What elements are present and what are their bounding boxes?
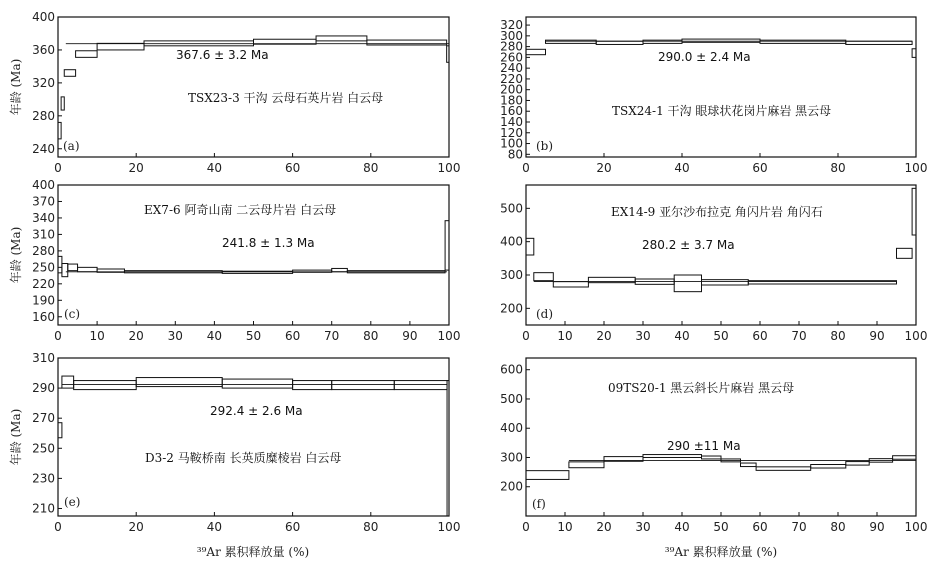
- panel-e-x-tick-label: 60: [284, 520, 301, 534]
- panel-b-x-tick-label: 80: [830, 161, 846, 175]
- panel-a-y-tick-label: 280: [32, 108, 55, 123]
- panel-a-x-tick-label: 40: [206, 161, 223, 175]
- panel-f-x-tick-label: 20: [596, 520, 612, 534]
- panel-e-x-tick-label: 0: [54, 520, 62, 534]
- panel-d-step: [702, 280, 749, 285]
- panel-b-marks: [500, 18, 927, 175]
- panel-f-step: [846, 462, 869, 466]
- panel-a-step: [64, 70, 75, 77]
- panel-f: [500, 358, 927, 559]
- panel-b-step: [526, 49, 546, 54]
- panel-f-plateau-label: 290 ±11 Ma: [667, 439, 741, 453]
- panel-e-step: [447, 381, 449, 516]
- panel-c-step: [332, 268, 348, 271]
- panel-c: [8, 178, 460, 343]
- panel-e-y-tick-label: 230: [32, 471, 55, 486]
- panel-f-x-axis-label: ³⁹Ar 累积释放量 (%): [664, 545, 778, 559]
- panel-f-step: [893, 456, 916, 460]
- panel-c-y-axis-label: 年龄 (Ma): [9, 226, 23, 284]
- panel-f-x-tick-label: 70: [791, 520, 807, 534]
- panel-e-x-axis-label: ³⁹Ar 累积释放量 (%): [196, 545, 310, 559]
- panel-e-step: [394, 381, 447, 390]
- panel-b-y-tick-label: 260: [500, 50, 523, 65]
- panel-e-y-tick-label: 310: [32, 351, 55, 365]
- panel-c-plateau-label: 241.8 ± 1.3 Ma: [222, 236, 315, 250]
- panel-b-plateau-label: 290.0 ± 2.4 Ma: [658, 50, 751, 64]
- panel-d-x-tick-label: 70: [791, 329, 807, 343]
- panel-a-x-tick-label: 0: [54, 161, 62, 175]
- panel-c-x-tick-label: 0: [54, 329, 62, 343]
- panel-b-x-tick-label: 0: [522, 161, 530, 175]
- panel-d-x-tick-label: 80: [830, 329, 846, 343]
- panel-a-x-tick-label: 80: [363, 161, 379, 175]
- panel-f-x-tick-label: 40: [674, 520, 690, 534]
- panel-c-step: [78, 267, 98, 271]
- panel-f-x-tick-label: 50: [713, 520, 729, 534]
- panel-d-x-tick-label: 50: [713, 329, 729, 343]
- panel-a-y-tick-label: 360: [32, 42, 55, 57]
- panel-f-sample-label: 09TS20-1 黑云斜长片麻岩 黑云母: [608, 381, 795, 395]
- panel-c-x-tick-label: 50: [245, 329, 262, 343]
- panel-b-x-tick-label: 20: [596, 161, 612, 175]
- panel-d: [500, 185, 927, 343]
- panel-b-x-tick-label: 40: [674, 161, 690, 175]
- panel-f-x-tick-label: 0: [522, 520, 530, 534]
- panel-c-step: [62, 264, 68, 277]
- panel-d-x-tick-label: 0: [522, 329, 530, 343]
- panel-e-y-tick-label: 210: [32, 501, 55, 516]
- panel-a-step: [76, 51, 98, 58]
- panel-c-step: [68, 264, 78, 271]
- panel-f-panel-label: (f): [532, 497, 546, 511]
- panel-f-y-tick-label: 600: [500, 362, 523, 377]
- panel-f-step: [643, 455, 702, 458]
- panel-f-x-tick-label: 10: [557, 520, 573, 534]
- panel-e-y-axis-label: 年龄 (Ma): [9, 408, 23, 466]
- panel-b-step: [846, 41, 912, 44]
- panel-c-x-tick-label: 30: [167, 329, 183, 343]
- panel-e-step: [293, 381, 332, 390]
- panel-d-x-tick-label: 10: [557, 329, 573, 343]
- panel-f-y-tick-label: 300: [500, 450, 523, 465]
- panel-a-y-axis-label: 年龄 (Ma): [9, 58, 23, 116]
- panel-b-step: [596, 41, 643, 44]
- panel-d-step: [526, 238, 534, 255]
- panel-f-x-tick-label: 80: [830, 520, 846, 534]
- panel-c-y-tick-label: 220: [32, 276, 55, 291]
- panel-f-y-tick-label: 200: [500, 479, 523, 494]
- panel-f-y-tick-label: 400: [500, 421, 523, 436]
- panel-c-y-tick-label: 400: [32, 178, 55, 192]
- panel-c-y-tick-label: 280: [32, 243, 55, 258]
- panel-a-panel-label: (a): [63, 139, 80, 153]
- panel-c-y-tick-label: 190: [32, 293, 55, 308]
- panel-b-y-tick-label: 100: [500, 136, 523, 151]
- panel-e-y-tick-label: 290: [32, 381, 55, 396]
- panel-c-x-tick-label: 60: [284, 329, 301, 343]
- panel-b-y-tick-label: 180: [500, 93, 523, 108]
- panel-a-plateau-label: 367.6 ± 3.2 Ma: [176, 48, 269, 62]
- panel-b-y-tick-label: 120: [500, 125, 523, 140]
- panel-b-panel-label: (b): [536, 139, 554, 153]
- panel-d-x-tick-label: 30: [635, 329, 651, 343]
- panel-f-step: [811, 465, 846, 469]
- panel-f-step: [756, 467, 811, 471]
- panel-d-y-tick-label: 400: [500, 234, 523, 249]
- panel-a-x-tick-label: 60: [284, 161, 301, 175]
- panel-a: [8, 10, 460, 175]
- panel-b-y-tick-label: 140: [500, 115, 523, 129]
- panel-b-y-tick-label: 220: [500, 71, 523, 86]
- panel-a-y-tick-label: 400: [32, 10, 55, 24]
- panel-c-x-tick-label: 10: [89, 329, 105, 343]
- panel-b-y-tick-label: 300: [500, 28, 523, 43]
- panel-a-step: [316, 36, 367, 41]
- panel-c-x-tick-label: 80: [363, 329, 379, 343]
- panel-c-sample-label: EX7-6 阿奇山南 二云母片岩 白云母: [144, 203, 337, 217]
- panel-f-x-tick-label: 60: [752, 520, 768, 534]
- panel-e-panel-label: (e): [64, 495, 81, 509]
- panel-d-sample-label: EX14-9 亚尔沙布拉克 角闪片岩 角闪石: [611, 205, 823, 219]
- panel-a-x-tick-label: 20: [128, 161, 144, 175]
- panel-b-y-tick-label: 280: [500, 39, 523, 54]
- panel-f-step: [526, 471, 569, 480]
- panel-d-y-tick-label: 200: [500, 301, 523, 316]
- panel-e-y-tick-label: 250: [32, 441, 55, 456]
- panel-f-x-tick-label: 90: [869, 520, 885, 534]
- panel-d-x-tick-label: 60: [752, 329, 768, 343]
- panel-d-x-tick-label: 40: [674, 329, 690, 343]
- panel-e-x-tick-label: 20: [128, 520, 144, 534]
- panel-a-y-tick-label: 320: [32, 75, 55, 90]
- panel-a-step: [367, 40, 447, 45]
- panel-b: [500, 17, 927, 175]
- panel-c-step: [293, 270, 332, 272]
- panel-a-frame: [58, 17, 449, 157]
- panel-d-panel-label: (d): [536, 307, 554, 321]
- panel-c-y-tick-label: 370: [32, 194, 55, 209]
- panel-c-step: [97, 269, 124, 272]
- panel-e-x-tick-label: 80: [363, 520, 379, 534]
- panel-d-step: [553, 282, 588, 287]
- panel-d-x-tick-label: 100: [904, 329, 928, 343]
- panel-e-step: [222, 379, 292, 388]
- panel-c-y-tick-label: 160: [32, 309, 55, 324]
- panel-b-step: [643, 40, 682, 43]
- panel-a-step: [58, 122, 61, 138]
- panel-e-sample-label: D3-2 马鞍桥南 长英质糜棱岩 白云母: [145, 451, 342, 465]
- panel-a-y-tick-label: 240: [32, 141, 55, 156]
- panel-f-y-tick-label: 500: [500, 391, 523, 406]
- panel-e-step: [62, 376, 74, 388]
- panel-f-step: [741, 463, 757, 467]
- panel-d-plateau-label: 280.2 ± 3.7 Ma: [642, 238, 735, 252]
- panel-e-frame: [58, 358, 449, 516]
- panel-b-y-tick-label: 200: [500, 82, 523, 97]
- panel-c-x-tick-label: 100: [437, 329, 461, 343]
- panel-f-step: [569, 462, 604, 468]
- panel-a-step: [61, 97, 64, 110]
- panel-c-y-tick-label: 250: [32, 260, 55, 275]
- panel-e-marks: [32, 351, 460, 534]
- panel-b-x-tick-label: 100: [904, 161, 928, 175]
- panel-b-x-tick-label: 60: [752, 161, 768, 175]
- panel-a-step: [97, 43, 144, 50]
- panel-e-y-tick-label: 270: [32, 411, 55, 426]
- panel-e-plateau-label: 292.4 ± 2.6 Ma: [210, 404, 303, 418]
- panel-b-sample-label: TSX24-1 干沟 眼球状花岗片麻岩 黑云母: [612, 104, 832, 118]
- panel-d-step: [674, 275, 701, 292]
- panel-d-step: [897, 248, 913, 258]
- panel-d-x-tick-label: 20: [596, 329, 612, 343]
- panel-b-y-tick-label: 240: [500, 61, 523, 76]
- panel-c-x-tick-label: 70: [324, 329, 340, 343]
- panel-e-x-tick-label: 100: [437, 520, 461, 534]
- panel-e-step: [136, 378, 222, 387]
- panel-b-step: [546, 40, 597, 43]
- panel-b-step: [682, 39, 760, 42]
- panel-b-frame: [526, 17, 916, 157]
- panel-e-step: [332, 381, 395, 390]
- panel-c-y-tick-label: 310: [32, 227, 55, 242]
- panel-a-sample-label: TSX23-3 干沟 云母石英片岩 白云母: [188, 91, 384, 105]
- panel-b-step: [760, 40, 846, 43]
- panel-c-x-tick-label: 90: [402, 329, 418, 343]
- panel-e-step: [74, 381, 137, 390]
- panel-a-step: [447, 46, 449, 62]
- panel-b-y-tick-label: 160: [500, 104, 523, 119]
- panel-b-y-tick-label: 320: [500, 18, 523, 33]
- panel-d-y-tick-label: 500: [500, 201, 523, 216]
- panel-b-y-tick-label: 80: [507, 147, 523, 162]
- panel-c-panel-label: (c): [64, 307, 81, 321]
- panel-d-step: [534, 273, 554, 281]
- panel-f-step: [702, 456, 722, 459]
- panel-a-x-tick-label: 100: [437, 161, 461, 175]
- panel-f-x-tick-label: 100: [904, 520, 928, 534]
- panel-d-x-tick-label: 90: [869, 329, 885, 343]
- panel-c-x-tick-label: 20: [128, 329, 144, 343]
- panel-d-y-tick-label: 300: [500, 268, 523, 282]
- panel-c-y-tick-label: 340: [32, 210, 55, 225]
- panel-e: [8, 351, 460, 559]
- panel-c-x-tick-label: 40: [206, 329, 223, 343]
- panel-e-x-tick-label: 40: [206, 520, 223, 534]
- panel-f-x-tick-label: 30: [635, 520, 651, 534]
